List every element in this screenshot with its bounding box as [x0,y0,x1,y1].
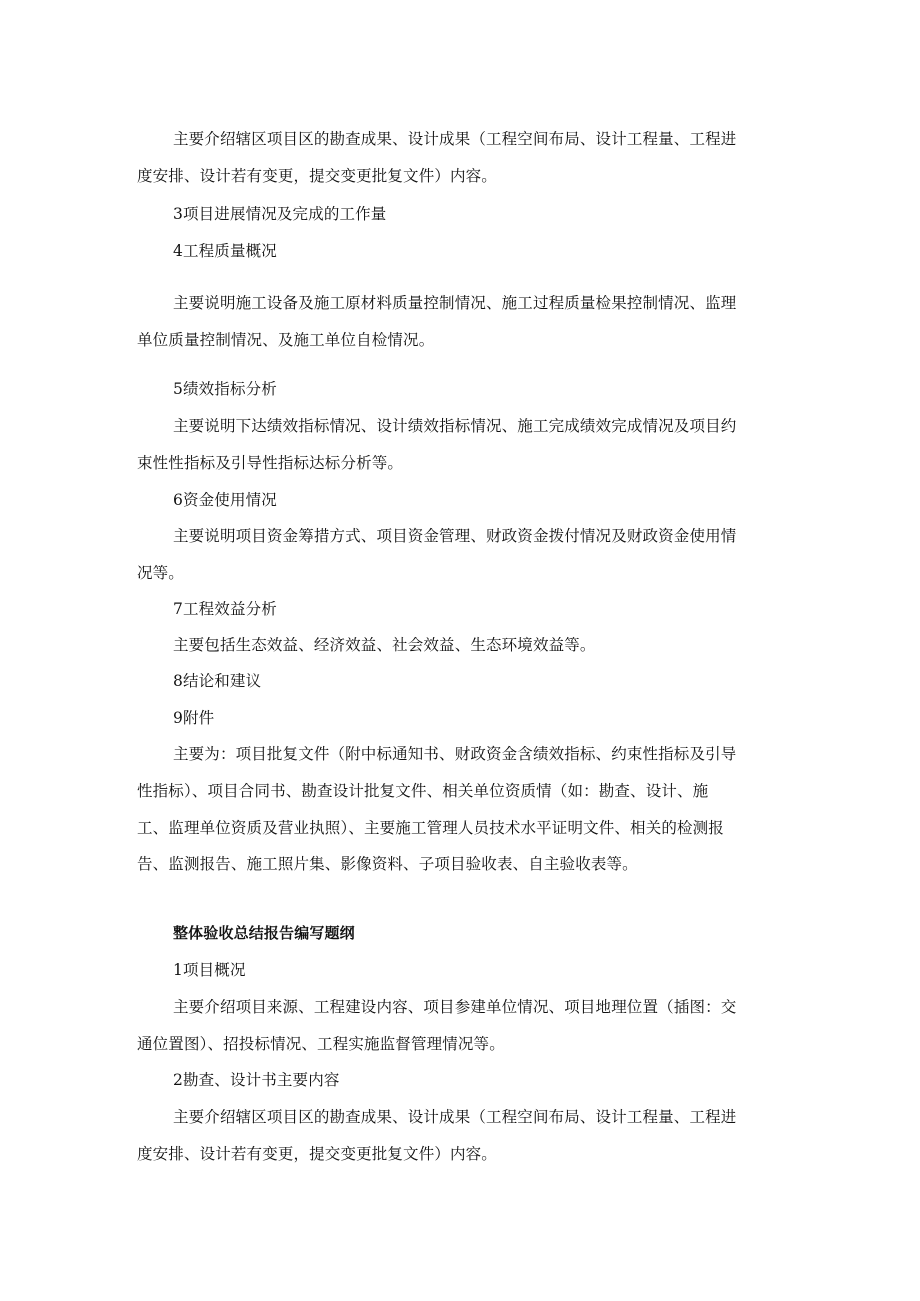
section-title: 5绩效指标分析 [173,380,277,398]
paragraph-line: 主要说明项目资金筹措方式、项目资金管理、财政资金拨付情况及财政资金使用情 [173,527,737,545]
paragraph-line: 主要介绍辖区项目区的勘查成果、设计成果（工程空间布局、设计工程量、工程进 [173,130,737,148]
section-title: 1项目概况 [173,961,246,979]
paragraph-line: 主要介绍项目来源、工程建设内容、项目参建单位情况、项目地理位置（插图：交 [173,998,737,1016]
paragraph-line: 性指标）、项目合同书、勘查设计批复文件、相关单位资质情（如：勘查、设计、施 [137,782,709,800]
section-title: 4工程质量概况 [173,242,277,260]
paragraph-line: 主要为：项目批复文件（附中标通知书、财政资金含绩效指标、约束性指标及引导 [173,745,737,763]
paragraph-line: 主要说明施工设备及施工原材料质量控制情况、施工过程质量检果控制情况、监理 [173,294,737,312]
section-title: 6资金使用情况 [173,491,277,509]
paragraph-line: 主要说明下达绩效指标情况、设计绩效指标情况、施工完成绩效完成情况及项目约 [173,417,737,435]
paragraph-line: 度安排、设计若有变更，提交变更批复文件）内容。 [137,167,497,185]
outline-heading: 整体验收总结报告编写题纲 [173,924,355,942]
paragraph-line: 单位质量控制情况、及施工单位自检情况。 [137,331,435,349]
paragraph-line: 工、监理单位资质及营业执照）、主要施工管理人员技术水平证明文件、相关的检测报 [137,819,724,837]
section-title: 9附件 [173,709,215,727]
paragraph-line: 告、监测报告、施工照片集、影像资料、子项目验收表、自主验收表等。 [137,855,638,873]
paragraph-line: 主要包括生态效益、经济效益、社会效益、生态环境效益等。 [173,636,596,654]
paragraph-line: 束性性指标及引导性指标达标分析等。 [137,454,404,472]
paragraph-line: 主要介绍辖区项目区的勘查成果、设计成果（工程空间布局、设计工程量、工程进 [173,1108,737,1126]
paragraph-line: 况等。 [137,564,184,582]
paragraph-line: 度安排、设计若有变更，提交变更批复文件）内容。 [137,1145,497,1163]
section-title: 8结论和建议 [173,672,262,690]
section-title: 3项目进展情况及完成的工作量 [173,205,387,223]
section-title: 2勘查、设计书主要内容 [173,1071,340,1089]
paragraph-line: 通位置图）、招投标情况、工程实施监督管理情况等。 [137,1035,505,1053]
section-title: 7工程效益分析 [173,600,277,618]
